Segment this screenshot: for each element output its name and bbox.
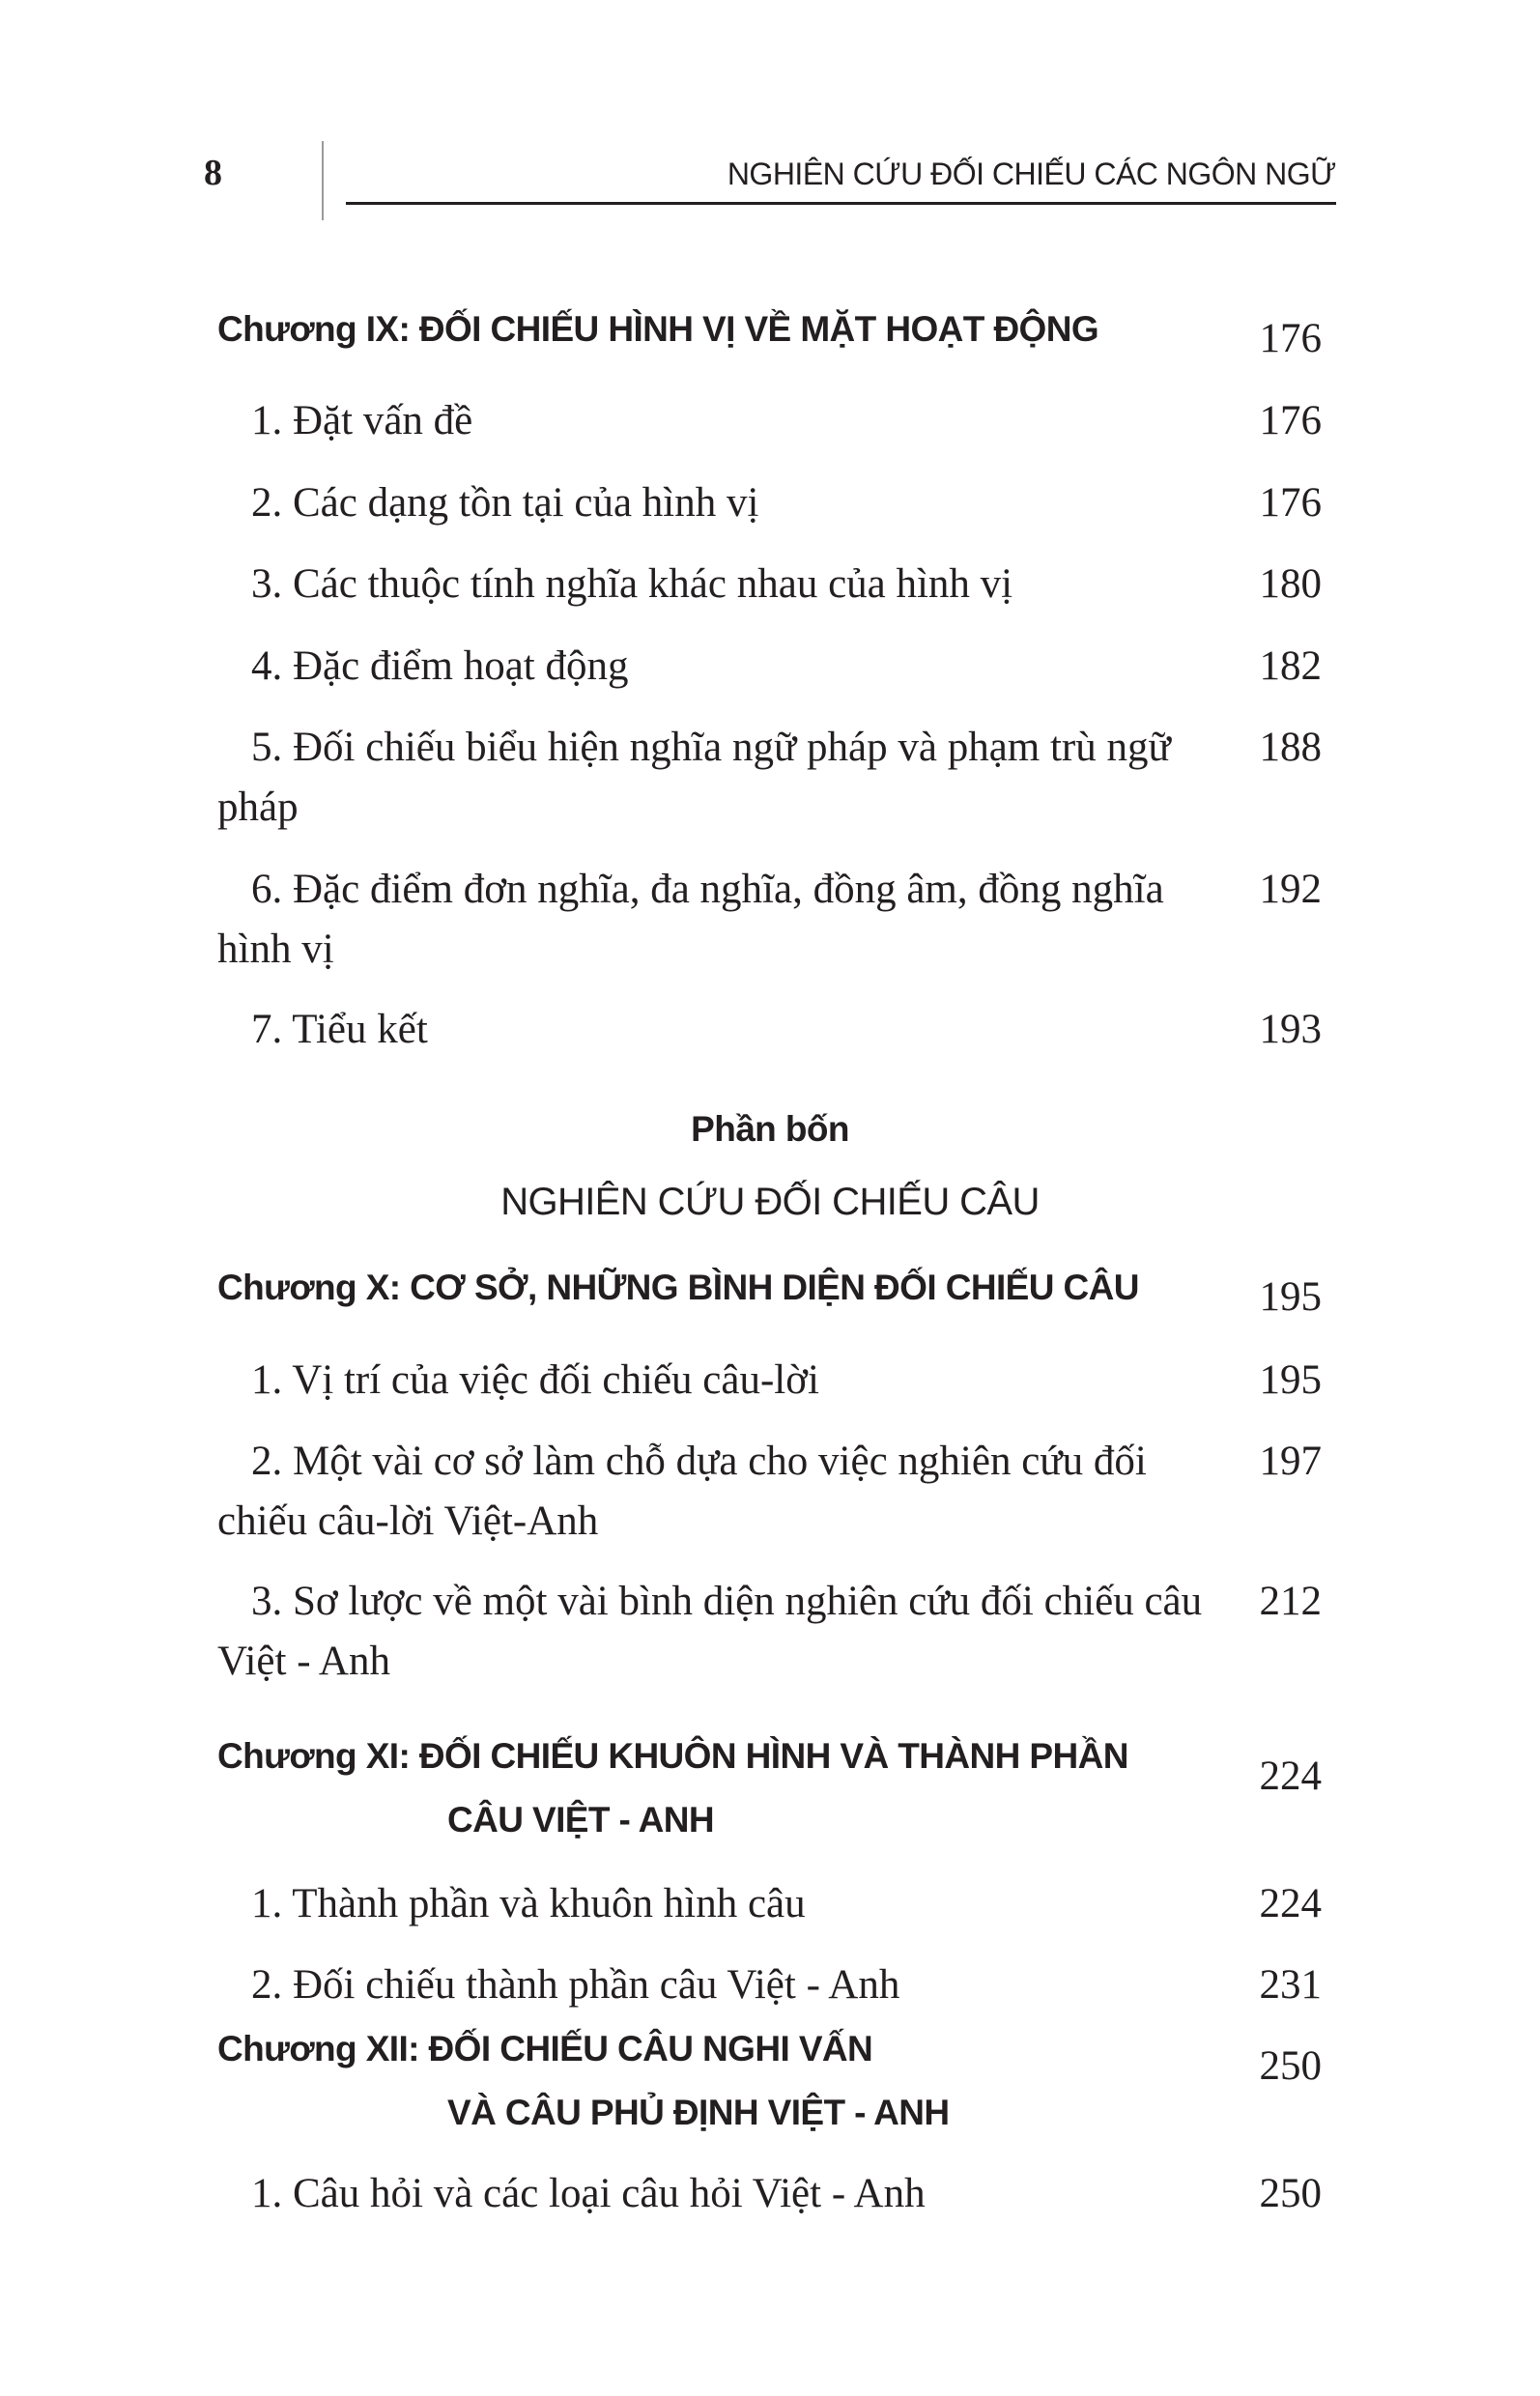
- chapter-11-title-line2: CÂU VIỆT - ANH: [447, 1800, 714, 1840]
- toc-entry: 1. Đặt vấn đề: [251, 398, 473, 443]
- toc-entry-page: 176: [1259, 480, 1322, 526]
- toc-entry: 1. Thành phần và khuôn hình câu: [251, 1881, 806, 1926]
- part-title: NGHIÊN CỨU ĐỐI CHIẾU CÂU: [500, 1181, 1040, 1223]
- toc-entry-page: 224: [1259, 1881, 1322, 1926]
- toc-entry-page: 195: [1259, 1357, 1322, 1403]
- toc-entry: 4. Đặc điểm hoạt động: [251, 643, 629, 689]
- chapter-12-title-line2: VÀ CÂU PHỦ ĐỊNH VIỆT - ANH: [447, 2093, 950, 2132]
- toc-entry-page: 180: [1259, 561, 1322, 607]
- toc-entry-page: 212: [1259, 1579, 1322, 1624]
- toc-entry-page: 197: [1259, 1439, 1322, 1484]
- toc-entry: 7. Tiểu kết: [251, 1007, 428, 1052]
- toc-entry-page: 182: [1259, 643, 1322, 689]
- toc-entry-page: 250: [1259, 2171, 1322, 2216]
- chapter-9-title: Chương IX: ĐỐI CHIẾU HÌNH VỊ VỀ MẶT HOẠT ĐỘNG: [217, 309, 1099, 349]
- toc-entry: 3. Sơ lược về một vài bình diện nghiên cứu đối chiếu câu Việt - Anh: [217, 1579, 1203, 1684]
- toc-entry: 6. Đặc điểm đơn nghĩa, đa nghĩa, đồng âm, đồng nghĩa hình vị: [217, 867, 1164, 972]
- toc-entry-page: 192: [1259, 867, 1322, 912]
- toc-entry: 1. Câu hỏi và các loại câu hỏi Việt - Anh: [251, 2171, 926, 2216]
- chapter-12-page: 250: [1259, 2043, 1322, 2089]
- toc-entry: 5. Đối chiếu biểu hiện nghĩa ngữ pháp và phạm trù ngữ pháp: [217, 725, 1171, 830]
- part-label: Phần bốn: [691, 1109, 849, 1149]
- header-rule: [346, 202, 1336, 205]
- chapter-11-title-line1: Chương XI: ĐỐI CHIẾU KHUÔN HÌNH VÀ THÀNH PHẦN: [217, 1736, 1128, 1776]
- toc-entry-page: 231: [1259, 1962, 1322, 2008]
- chapter-12-title-line1: Chương XII: ĐỐI CHIẾU CÂU NGHI VẤN: [217, 2029, 873, 2068]
- running-head: NGHIÊN CỨU ĐỐI CHIẾU CÁC NGÔN NGỮ: [727, 157, 1336, 191]
- page-number: 8: [204, 153, 222, 193]
- toc-entry: 3. Các thuộc tính nghĩa khác nhau của hình vị: [251, 561, 1013, 607]
- toc-entry: 1. Vị trí của việc đối chiếu câu-lời: [251, 1357, 819, 1403]
- chapter-9-page: 176: [1259, 316, 1322, 361]
- toc-entry: 2. Các dạng tồn tại của hình vị: [251, 480, 759, 526]
- chapter-12-title: [217, 2017, 950, 2145]
- toc-entry-page: 193: [1259, 1007, 1322, 1052]
- chapter-10-page: 195: [1259, 1274, 1322, 1320]
- toc-entry-page: 176: [1259, 398, 1322, 443]
- header-vertical-bar: [322, 141, 324, 220]
- toc-entry: 2. Đối chiếu thành phần câu Việt - Anh: [251, 1962, 900, 2008]
- chapter-11-page: 224: [1259, 1754, 1322, 1799]
- chapter-11-title: [217, 1725, 1128, 1852]
- toc-entry-page: 188: [1259, 725, 1322, 770]
- toc-entry: 2. Một vài cơ sở làm chỗ dựa cho việc nghiên cứu đối chiếu câu-lời Việt-Anh: [217, 1439, 1147, 1544]
- chapter-10-title: Chương X: CƠ SỞ, NHỮNG BÌNH DIỆN ĐỐI CHIẾU CÂU: [217, 1268, 1139, 1307]
